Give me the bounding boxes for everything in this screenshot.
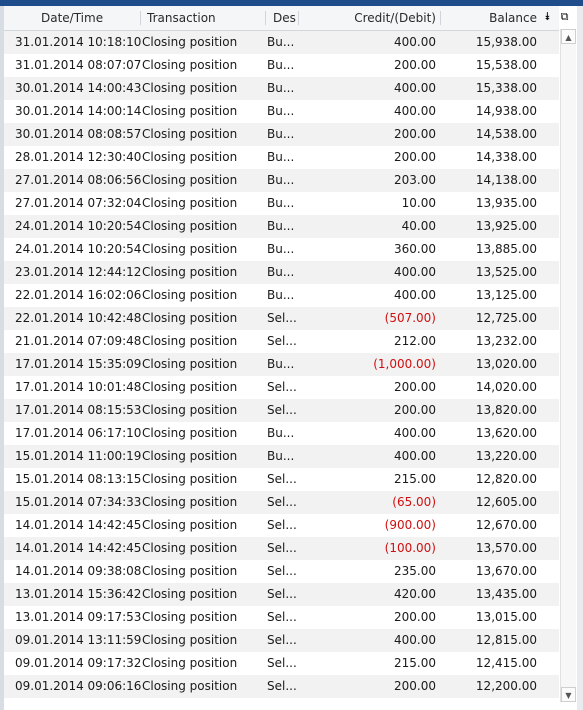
cell-description: Bu... (267, 173, 295, 187)
cell-balance: 13,125.00 (475, 288, 537, 302)
cell-description: Bu... (267, 58, 295, 72)
cell-credit-debit: (900.00) (384, 518, 436, 532)
cell-balance: 13,232.00 (475, 334, 537, 348)
cell-date-time: 09.01.2014 13:11:59 (15, 633, 141, 647)
cell-credit-debit: 200.00 (394, 150, 436, 164)
cell-date-time: 17.01.2014 06:17:10 (15, 426, 141, 440)
cell-date-time: 13.01.2014 09:17:53 (15, 610, 141, 624)
cell-description: Bu... (267, 449, 295, 463)
cell-credit-debit: 420.00 (394, 587, 436, 601)
cell-credit-debit: 400.00 (394, 104, 436, 118)
cell-credit-debit: 10.00 (401, 196, 436, 210)
column-divider[interactable] (265, 11, 266, 25)
cell-transaction: Closing position (142, 81, 238, 95)
cell-transaction: Closing position (142, 472, 238, 486)
cell-transaction: Closing position (142, 311, 238, 325)
cell-credit-debit: 215.00 (394, 656, 436, 670)
table-row[interactable] (4, 606, 559, 629)
table-row[interactable] (4, 537, 559, 560)
table-row[interactable] (4, 422, 559, 445)
scroll-down-arrow-icon[interactable]: ▼ (561, 687, 576, 702)
table-row[interactable] (4, 675, 559, 698)
cell-balance: 12,725.00 (475, 311, 537, 325)
cell-date-time: 17.01.2014 10:01:48 (15, 380, 141, 394)
cell-date-time: 21.01.2014 07:09:48 (15, 334, 141, 348)
cell-credit-debit: 400.00 (394, 35, 436, 49)
table-row[interactable] (4, 307, 559, 330)
cell-description: Sel... (267, 656, 297, 670)
table-row[interactable] (4, 514, 559, 537)
cell-date-time: 13.01.2014 15:36:42 (15, 587, 141, 601)
table-row[interactable] (4, 652, 559, 675)
cell-balance: 13,525.00 (475, 265, 537, 279)
table-row[interactable] (4, 215, 559, 238)
cell-balance: 12,670.00 (475, 518, 537, 532)
cell-credit-debit: 200.00 (394, 58, 436, 72)
scroll-up-arrow-icon[interactable]: ▲ (561, 29, 576, 44)
cell-date-time: 17.01.2014 15:35:09 (15, 357, 141, 371)
cell-credit-debit: 203.00 (394, 173, 436, 187)
cell-date-time: 24.01.2014 10:20:54 (15, 242, 141, 256)
cell-balance: 14,020.00 (475, 380, 537, 394)
cell-date-time: 23.01.2014 12:44:12 (15, 265, 141, 279)
cell-transaction: Closing position (142, 518, 238, 532)
cell-credit-debit: 400.00 (394, 81, 436, 95)
cell-credit-debit: 40.00 (401, 219, 436, 233)
cell-description: Bu... (267, 104, 295, 118)
cell-credit-debit: 200.00 (394, 127, 436, 141)
cell-description: Bu... (267, 426, 295, 440)
cell-balance: 12,605.00 (475, 495, 537, 509)
cell-credit-debit: 200.00 (394, 380, 436, 394)
cell-balance: 12,200.00 (475, 679, 537, 693)
cell-description: Bu... (267, 288, 295, 302)
cell-transaction: Closing position (142, 58, 238, 72)
cell-transaction: Closing position (142, 587, 238, 601)
cell-date-time: 24.01.2014 10:20:54 (15, 219, 141, 233)
cell-description: Sel... (267, 472, 297, 486)
cell-balance: 13,435.00 (475, 587, 537, 601)
table-row[interactable] (4, 261, 559, 284)
table-row[interactable] (4, 491, 559, 514)
cell-credit-debit: 200.00 (394, 403, 436, 417)
cell-balance: 15,338.00 (475, 81, 537, 95)
cell-balance: 13,925.00 (475, 219, 537, 233)
cell-credit-debit: 400.00 (394, 449, 436, 463)
cell-credit-debit: 200.00 (394, 679, 436, 693)
cell-balance: 13,935.00 (475, 196, 537, 210)
cell-credit-debit: (100.00) (384, 541, 436, 555)
cell-balance: 14,138.00 (475, 173, 537, 187)
cell-description: Sel... (267, 633, 297, 647)
right-panel-edge (577, 6, 583, 710)
cell-date-time: 14.01.2014 14:42:45 (15, 541, 141, 555)
cell-date-time: 14.01.2014 09:38:08 (15, 564, 141, 578)
cell-date-time: 15.01.2014 08:13:15 (15, 472, 141, 486)
cell-balance: 13,570.00 (475, 541, 537, 555)
cell-description: Sel... (267, 334, 297, 348)
cell-description: Bu... (267, 242, 295, 256)
cell-credit-debit: 400.00 (394, 426, 436, 440)
cell-transaction: Closing position (142, 403, 238, 417)
cell-balance: 13,670.00 (475, 564, 537, 578)
cell-date-time: 27.01.2014 08:06:56 (15, 173, 141, 187)
cell-credit-debit: (1,000.00) (373, 357, 436, 371)
cell-transaction: Closing position (142, 242, 238, 256)
cell-balance: 13,015.00 (475, 610, 537, 624)
table-row[interactable] (4, 399, 559, 422)
table-header (4, 6, 559, 31)
cell-balance: 13,885.00 (475, 242, 537, 256)
cell-balance: 15,538.00 (475, 58, 537, 72)
cell-transaction: Closing position (142, 633, 238, 647)
cell-credit-debit: 400.00 (394, 288, 436, 302)
cell-transaction: Closing position (142, 196, 238, 210)
cell-balance: 14,338.00 (475, 150, 537, 164)
cell-transaction: Closing position (142, 380, 238, 394)
cell-date-time: 30.01.2014 14:00:14 (15, 104, 141, 118)
cell-transaction: Closing position (142, 150, 238, 164)
table-row[interactable] (4, 353, 559, 376)
cell-credit-debit: 360.00 (394, 242, 436, 256)
cell-description: Bu... (267, 265, 295, 279)
cell-balance: 13,820.00 (475, 403, 537, 417)
table-row[interactable] (4, 468, 559, 491)
cell-date-time: 31.01.2014 08:07:07 (15, 58, 141, 72)
cell-transaction: Closing position (142, 656, 238, 670)
cell-description: Sel... (267, 518, 297, 532)
cell-transaction: Closing position (142, 610, 238, 624)
cell-description: Sel... (267, 495, 297, 509)
table-row[interactable] (4, 192, 559, 215)
cell-credit-debit: 400.00 (394, 633, 436, 647)
cell-balance: 14,938.00 (475, 104, 537, 118)
cell-balance: 12,415.00 (475, 656, 537, 670)
cell-description: Sel... (267, 679, 297, 693)
cell-transaction: Closing position (142, 35, 238, 49)
table-row[interactable] (4, 123, 559, 146)
table-row[interactable] (4, 330, 559, 353)
cell-transaction: Closing position (142, 357, 238, 371)
transactions-table (4, 6, 559, 700)
cell-description: Bu... (267, 127, 295, 141)
cell-balance: 15,938.00 (475, 35, 537, 49)
cell-description: Bu... (267, 81, 295, 95)
cell-balance: 12,815.00 (475, 633, 537, 647)
column-divider[interactable] (440, 11, 441, 25)
cell-credit-debit: 212.00 (394, 334, 436, 348)
cell-date-time: 15.01.2014 07:34:33 (15, 495, 141, 509)
cell-transaction: Closing position (142, 288, 238, 302)
cell-date-time: 14.01.2014 14:42:45 (15, 518, 141, 532)
cell-description: Bu... (267, 219, 295, 233)
cell-date-time: 28.01.2014 12:30:40 (15, 150, 141, 164)
cell-description: Bu... (267, 35, 295, 49)
table-row[interactable] (4, 31, 559, 54)
cell-transaction: Closing position (142, 541, 238, 555)
cell-date-time: 22.01.2014 10:42:48 (15, 311, 141, 325)
cell-balance: 13,220.00 (475, 449, 537, 463)
cell-date-time: 22.01.2014 16:02:06 (15, 288, 141, 302)
header-corner-buttons (540, 9, 574, 27)
table-row[interactable] (4, 100, 559, 123)
cell-transaction: Closing position (142, 104, 238, 118)
cell-description: Sel... (267, 380, 297, 394)
table-row[interactable] (4, 629, 559, 652)
table-row[interactable] (4, 284, 559, 307)
table-body (4, 31, 559, 698)
cell-credit-debit: (507.00) (384, 311, 436, 325)
column-header-description[interactable]: Des (273, 11, 296, 25)
cell-transaction: Closing position (142, 127, 238, 141)
table-row[interactable] (4, 54, 559, 77)
cell-date-time: 09.01.2014 09:17:32 (15, 656, 141, 670)
cell-transaction: Closing position (142, 564, 238, 578)
window-restore-icon[interactable]: ⧉ (560, 10, 569, 23)
cell-transaction: Closing position (142, 449, 238, 463)
cell-date-time: 27.01.2014 07:32:04 (15, 196, 141, 210)
cell-transaction: Closing position (142, 265, 238, 279)
cell-transaction: Closing position (142, 219, 238, 233)
cell-date-time: 30.01.2014 14:00:43 (15, 81, 141, 95)
table-row[interactable] (4, 238, 559, 261)
cell-date-time: 30.01.2014 08:08:57 (15, 127, 141, 141)
cell-description: Sel... (267, 403, 297, 417)
table-row[interactable] (4, 583, 559, 606)
cell-transaction: Closing position (142, 426, 238, 440)
table-row[interactable] (4, 445, 559, 468)
cell-transaction: Closing position (142, 173, 238, 187)
vertical-scrollbar[interactable] (560, 29, 576, 702)
cell-balance: 12,820.00 (475, 472, 537, 486)
cell-transaction: Closing position (142, 679, 238, 693)
cell-balance: 13,020.00 (475, 357, 537, 371)
column-divider[interactable] (140, 11, 141, 25)
cell-credit-debit: 235.00 (394, 564, 436, 578)
column-header-date-time[interactable]: Date/Time (41, 11, 104, 25)
cell-transaction: Closing position (142, 334, 238, 348)
cell-description: Bu... (267, 357, 295, 371)
column-divider[interactable] (298, 11, 299, 25)
cell-description: Sel... (267, 587, 297, 601)
cell-date-time: 17.01.2014 08:15:53 (15, 403, 141, 417)
table-row[interactable] (4, 169, 559, 192)
column-header-balance[interactable]: Balance (489, 11, 537, 25)
cell-date-time: 09.01.2014 09:06:16 (15, 679, 141, 693)
cell-description: Bu... (267, 196, 295, 210)
table-row[interactable] (4, 376, 559, 399)
double-chevron-down-icon[interactable]: ⯯ (544, 10, 551, 23)
cell-description: Sel... (267, 610, 297, 624)
cell-description: Sel... (267, 541, 297, 555)
cell-date-time: 15.01.2014 11:00:19 (15, 449, 141, 463)
cell-balance: 13,620.00 (475, 426, 537, 440)
table-row[interactable] (4, 146, 559, 169)
table-row[interactable] (4, 77, 559, 100)
cell-credit-debit: 200.00 (394, 610, 436, 624)
cell-credit-debit: (65.00) (392, 495, 436, 509)
column-header-credit-debit[interactable]: Credit/(Debit) (354, 11, 436, 25)
cell-description: Sel... (267, 564, 297, 578)
cell-balance: 14,538.00 (475, 127, 537, 141)
cell-date-time: 31.01.2014 10:18:10 (15, 35, 141, 49)
cell-credit-debit: 215.00 (394, 472, 436, 486)
cell-credit-debit: 400.00 (394, 265, 436, 279)
column-header-transaction[interactable]: Transaction (147, 11, 216, 25)
cell-description: Bu... (267, 150, 295, 164)
cell-description: Sel... (267, 311, 297, 325)
table-row[interactable] (4, 560, 559, 583)
cell-transaction: Closing position (142, 495, 238, 509)
